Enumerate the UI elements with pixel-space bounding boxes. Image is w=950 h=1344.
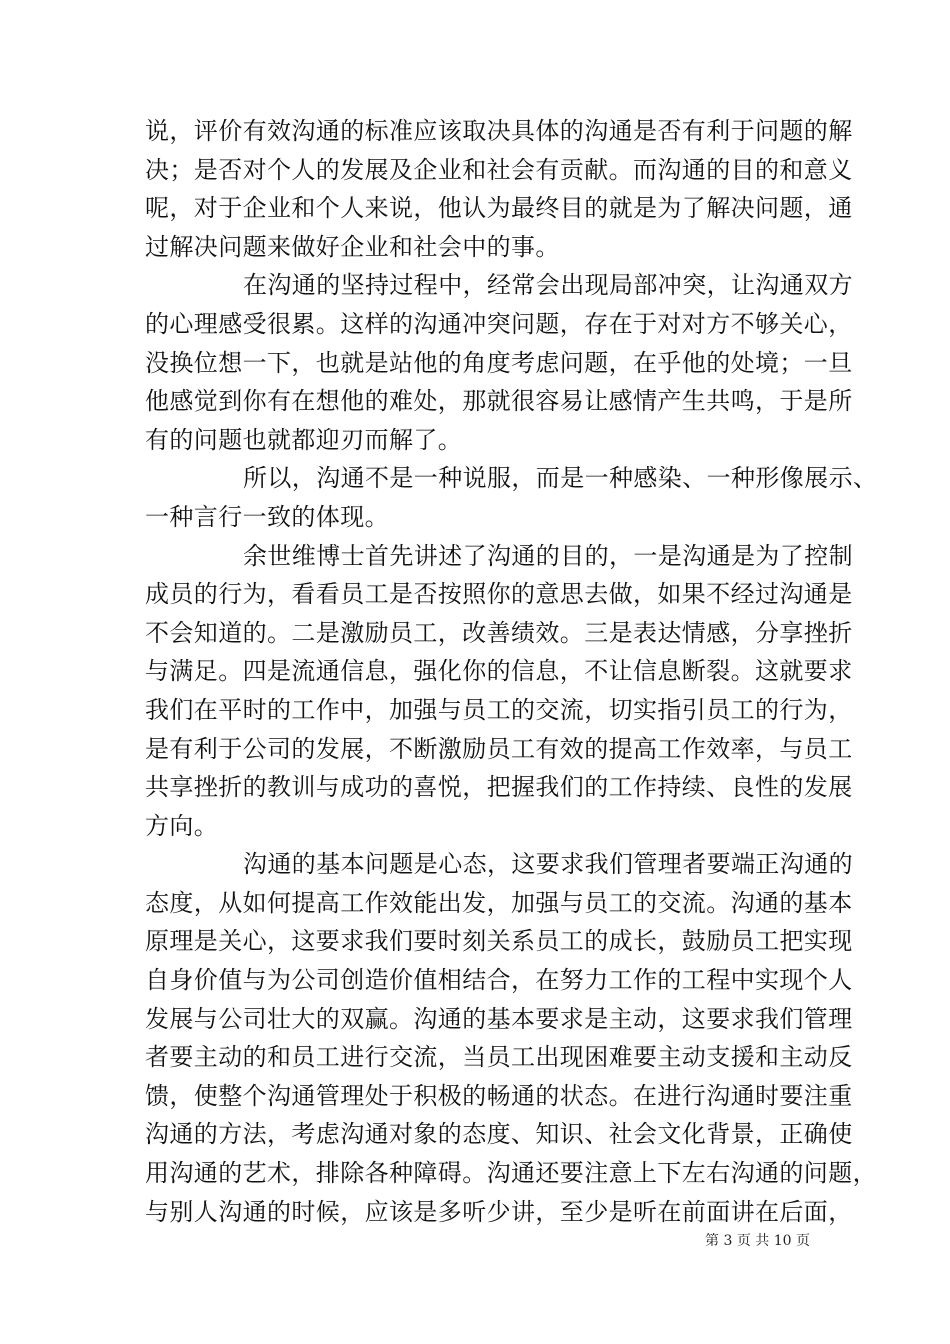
text-line: 我们在平时的工作中，加强与员工的交流，切实指引员工的行为， bbox=[145, 695, 853, 724]
text-line: 态度，从如何提高工作效能出发，加强与员工的交流。沟通的基本 bbox=[145, 888, 853, 917]
text-line: 的心理感受很累。这样的沟通冲突问题，存在于对对方不够关心， bbox=[145, 309, 853, 338]
text-line: 呢，对于企业和个人来说，他认为最终目的就是为了解决问题，通 bbox=[145, 194, 853, 223]
text-line: 自身价值与为公司创造价值相结合，在努力工作的工程中实现个人 bbox=[145, 966, 853, 995]
text-line: 与满足。四是流通信息，强化你的信息，不让信息断裂。这就要求 bbox=[145, 657, 853, 686]
text-line: 方向。 bbox=[145, 811, 219, 840]
text-line: 他感觉到你有在想他的难处，那就很容易让感情产生共鸣，于是所 bbox=[145, 387, 853, 416]
text-line: 不会知道的。二是激励员工，改善绩效。三是表达情感，分享挫折 bbox=[145, 618, 853, 647]
text-line: 过解决问题来做好企业和社会中的事。 bbox=[145, 232, 560, 261]
text-line: 决；是否对个人的发展及企业和社会有贡献。而沟通的目的和意义 bbox=[145, 155, 853, 184]
text-line: 所以，沟通不是一种说服，而是一种感染、一种形像展示、 bbox=[243, 464, 878, 493]
body-text bbox=[145, 112, 878, 1231]
text-line: 成员的行为，看看员工是否按照你的意思去做，如果不经过沟通是 bbox=[145, 580, 853, 609]
text-line: 没换位想一下，也就是站他的角度考虑问题，在乎他的处境；一旦 bbox=[145, 348, 853, 377]
text-line: 有的问题也就都迎刃而解了。 bbox=[145, 425, 463, 454]
text-line: 馈，使整个沟通管理处于积极的畅通的状态。在进行沟通时要注重 bbox=[145, 1081, 853, 1110]
text-line: 在沟通的坚持过程中，经常会出现局部冲突，让沟通双方 bbox=[243, 271, 853, 300]
text-line: 余世维博士首先讲述了沟通的目的，一是沟通是为了控制 bbox=[243, 541, 853, 570]
text-line: 原理是关心，这要求我们要时刻关系员工的成长，鼓励员工把实现 bbox=[145, 927, 853, 956]
text-line: 说，评价有效沟通的标准应该取决具体的沟通是否有利于问题的解 bbox=[145, 117, 853, 145]
text-line: 用沟通的艺术，排除各种障碍。沟通还要注意上下左右沟通的问题， bbox=[145, 1159, 877, 1188]
text-line: 发展与公司壮大的双赢。沟通的基本要求是主动，这要求我们管理 bbox=[145, 1004, 853, 1033]
text-line: 共享挫折的教训与成功的喜悦，把握我们的工作持续、良性的发展 bbox=[145, 773, 853, 802]
text-line: 者要主动的和员工进行交流，当员工出现困难要主动支援和主动反 bbox=[145, 1043, 853, 1072]
text-line: 与别人沟通的时候，应该是多听少讲，至少是听在前面讲在后面， bbox=[145, 1197, 853, 1226]
text-line: 沟通的基本问题是心态，这要求我们管理者要端正沟通的 bbox=[243, 850, 853, 879]
text-line: 一种言行一致的体现。 bbox=[145, 502, 389, 531]
text-line: 是有利于公司的发展，不断激励员工有效的提高工作效率，与员工 bbox=[145, 734, 853, 763]
page-number-footer: 第 3 页 共 10 页 bbox=[705, 1233, 810, 1249]
text-line: 沟通的方法，考虑沟通对象的态度、知识、社会文化背景，正确使 bbox=[145, 1120, 853, 1149]
